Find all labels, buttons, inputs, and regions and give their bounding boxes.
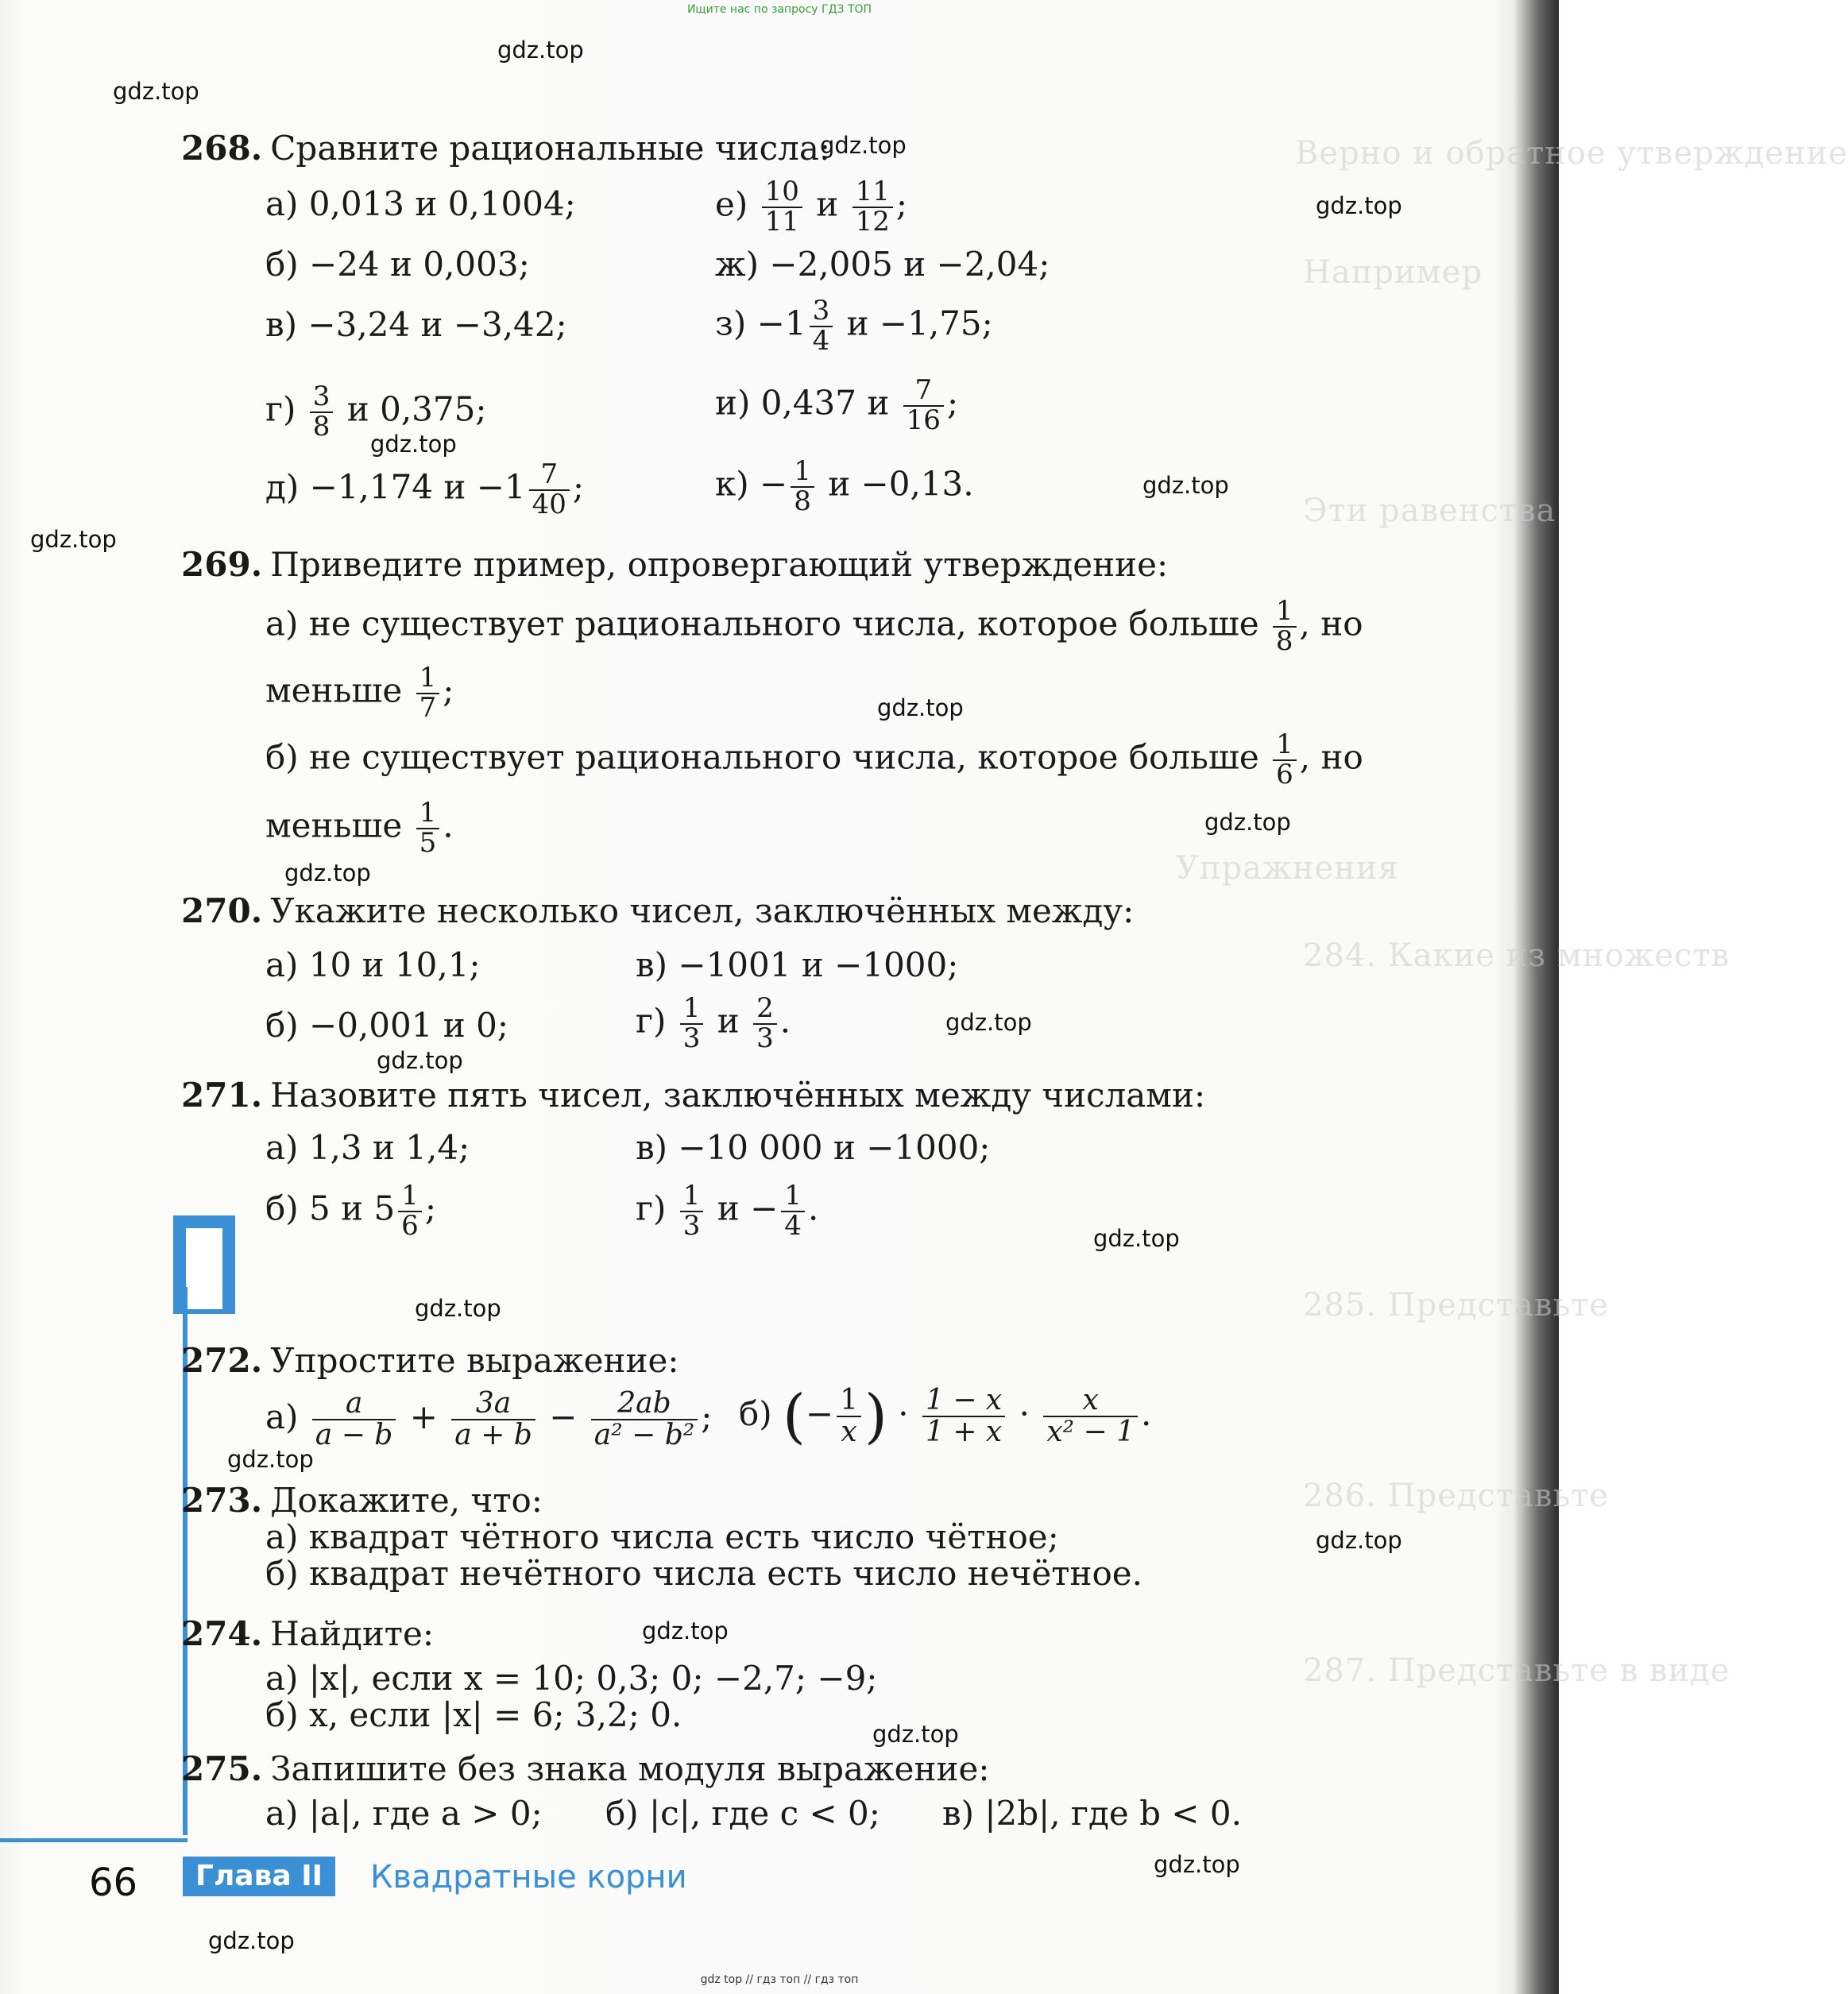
textbook-page: Верно и обратное утверждение Например Эти равенства Упражнения 284. Какие из множеств 285. Представьте 286. Представьте 287. Представьте в виде Ищите нас по запросу ГДЗ ТОП gdz.top gdz.top gdz.top gdz.top gdz.top gdz.top gdz.top gdz.top gdz.top gdz.top gdz.top gdz.top gdz.top gdz.top gdz.top gdz.top gdz.top gdz.top gdz.top gdz.top 268. Сравните рациональные числа: а) 0,013 и 0,1004; б) −24 и 0,003; в) −3,24 и −3,42; г) $\frac{3}{8}$ и 0,375; д) −1,174 и −1 $\frac{7}{40}$ ; е) $\frac{10}{11}$ и $\frac{11}{12}$ ; ж) −2,005 и −2,04; з) −1 $\frac{3}{4}$ и −1,75; и) 0,437 и $\frac{7}{16}$ ; к) − $\frac{1}{8}$ и −0,13. 269. Приведите пример, опровергающий утверждение: а) не существует рационального числа, которое больше $\frac{1}{8}$ , но меньше $\frac{1}{7}$ ; б) не существует рационального числа, которое больше $\frac{1}{6}$ , но меньше $\frac{1}{5}$ . 270. Укажите несколько чисел, заключённых между: а) 10 и 10,1; в) −1001 и −1000; б) −0,001 и 0; г) $\frac{1}{3}$ и $\frac{2}{3}$ . 271. Назовите пять чисел, заключённых между числами: а) 1,3 и 1,4; в) −10 000 и −1000; б) 5 и 5 $\frac{1}{6}$ ; г) $\frac{1}{3}$ и − $\frac{1}{4}$ . 272. Упростите выражение: а) $\frac{a}{a - b}$ + $\frac{3a}{a + b}$ − $\frac{2ab}{\text{a² − b²}}$ ; б) (− $\frac{1}{x}$ ) · $\frac{1 - x}{1 + x}$ · $\frac{x}{\text{x² − 1}}$ . 273. Докажите, что: а) квадрат чётного числа есть число чётное; б) квадрат нечётного числа есть число нечётное. 274. Найдите: а) |x|, если x = 10; 0,3; 0; −2,7; −9; б) x, если |x| = 6; 3,2; 0. 275. Запишите без знака модуля выражение: а) |a|, где a > 0; б) |c|, где c < 0; в) |2b|, где b < 0. 66 Глава II Квадратные корни gdz top // гдз топ // гдз топ (0, 0, 1559, 1994)
exercise-268-i: и) 0,437 и $\frac{7}{16}$ ; (715, 374, 959, 436)
exercise-270-a: а) 10 и 10,1; (265, 945, 481, 984)
exercise-268-k: к) − $\frac{1}{8}$ и −0,13. (715, 455, 974, 517)
watermark: gdz.top (208, 1927, 295, 1954)
page-number: 66 (89, 1861, 138, 1905)
watermark: gdz.top (872, 1721, 959, 1748)
exercise-269-b: б) не существует рационального числа, которое больше $\frac{1}{6}$ , но (265, 728, 1363, 790)
exercise-274-title: 274. Найдите: (181, 1614, 435, 1653)
exercise-274-a: а) |x|, если x = 10; 0,3; 0; −2,7; −9; (265, 1659, 878, 1698)
exercise-275-v: в) |2b|, где b < 0. (942, 1794, 1242, 1833)
exercise-273-title: 273. Докажите, что: (181, 1481, 543, 1520)
exercise-268-b: б) −24 и 0,003; (265, 245, 530, 284)
exercise-271-title: 271. Назовите пять чисел, заключённых между числами: (181, 1076, 1206, 1115)
watermark: gdz.top (1204, 809, 1291, 836)
exercise-270-title: 270. Укажите несколько чисел, заключённых между: (181, 891, 1135, 930)
exercise-271-a: а) 1,3 и 1,4; (265, 1128, 470, 1167)
chapter-label: Глава II (183, 1857, 335, 1896)
exercise-270-g: г) $\frac{1}{3}$ и $\frac{2}{3}$ . (636, 992, 791, 1054)
watermark: gdz.top (945, 1009, 1032, 1036)
watermark: gdz.top (820, 132, 907, 159)
watermark: gdz.top (30, 526, 117, 553)
exercise-270-b: б) −0,001 и 0; (265, 1006, 509, 1045)
exercise-275-b: б) |c|, где c < 0; (605, 1794, 880, 1833)
exercise-272-b: б) (− $\frac{1}{x}$ ) · $\frac{1 - x}{1 + x}$ · $\frac{x}{\text{x² − 1}}$ . (739, 1382, 1152, 1451)
watermark: gdz.top (1316, 192, 1402, 219)
watermark: gdz.top (1142, 472, 1229, 499)
exercise-274-b: б) x, если |x| = 6; 3,2; 0. (265, 1695, 682, 1734)
exercise-271-g: г) $\frac{1}{3}$ и − $\frac{1}{4}$ . (636, 1180, 819, 1242)
exercise-273-b: б) квадрат нечётного числа есть число нечётное. (265, 1554, 1142, 1593)
exercise-269-title: 269. Приведите пример, опровергающий утверждение: (181, 545, 1169, 584)
exercise-269-b-cont: меньше $\frac{1}{5}$ . (265, 797, 454, 859)
exercise-269-a-cont: меньше $\frac{1}{7}$ ; (265, 662, 454, 724)
watermark: gdz.top (415, 1295, 501, 1322)
watermark: gdz.top (227, 1446, 314, 1473)
exercise-268-zh: ж) −2,005 и −2,04; (715, 245, 1050, 284)
exercise-273-a: а) квадрат чётного числа есть число чётное; (265, 1517, 1059, 1556)
exercise-268-v: в) −3,24 и −3,42; (265, 305, 567, 344)
watermark: gdz.top (370, 431, 457, 458)
top-banner[interactable]: Ищите нас по запросу ГДЗ ТОП (686, 3, 872, 16)
watermark: gdz.top (1154, 1851, 1240, 1878)
exercise-268-title: 268. Сравните рациональные числа: (181, 129, 831, 168)
watermark: gdz.top (113, 78, 199, 105)
exercise-272-a: а) $\frac{a}{a - b}$ + $\frac{3a}{a + b}$ − $\frac{2ab}{\text{a² − b²}}$ ; (265, 1387, 713, 1451)
exercise-268-z: з) −1 $\frac{3}{4}$ и −1,75; (715, 295, 993, 357)
exercise-269-a: а) не существует рационального числа, которое больше $\frac{1}{8}$ , но (265, 595, 1363, 657)
exercise-268-d: д) −1,174 и −1 $\frac{7}{40}$ ; (265, 458, 585, 520)
watermark: gdz.top (642, 1617, 729, 1644)
exercise-275-a: а) |a|, где a > 0; (265, 1794, 543, 1833)
exercise-271-v: в) −10 000 и −1000; (636, 1128, 991, 1167)
exercise-270-v: в) −1001 и −1000; (636, 945, 959, 984)
exercise-271-b: б) 5 и 5 $\frac{1}{6}$ ; (265, 1180, 436, 1242)
watermark: gdz.top (1316, 1527, 1402, 1554)
watermark: gdz.top (497, 37, 584, 64)
exercise-275-title: 275. Запишите без знака модуля выражение: (181, 1749, 990, 1788)
watermark: gdz.top (377, 1047, 463, 1074)
watermark: gdz.top (877, 694, 964, 721)
watermark: gdz.top (284, 860, 371, 887)
chapter-title: Квадратные корни (370, 1859, 687, 1895)
exercise-272-title: 272. Упростите выражение: (181, 1341, 679, 1380)
bottom-banner[interactable]: gdz top // гдз топ // гдз топ (700, 1973, 859, 1986)
exercise-268-g: г) $\frac{3}{8}$ и 0,375; (265, 381, 487, 442)
exercise-268-e: е) $\frac{10}{11}$ и $\frac{11}{12}$ ; (715, 176, 908, 238)
exercise-268-a: а) 0,013 и 0,1004; (265, 184, 576, 223)
section-margin-bar-bottom (0, 1838, 188, 1842)
watermark: gdz.top (1093, 1225, 1180, 1252)
